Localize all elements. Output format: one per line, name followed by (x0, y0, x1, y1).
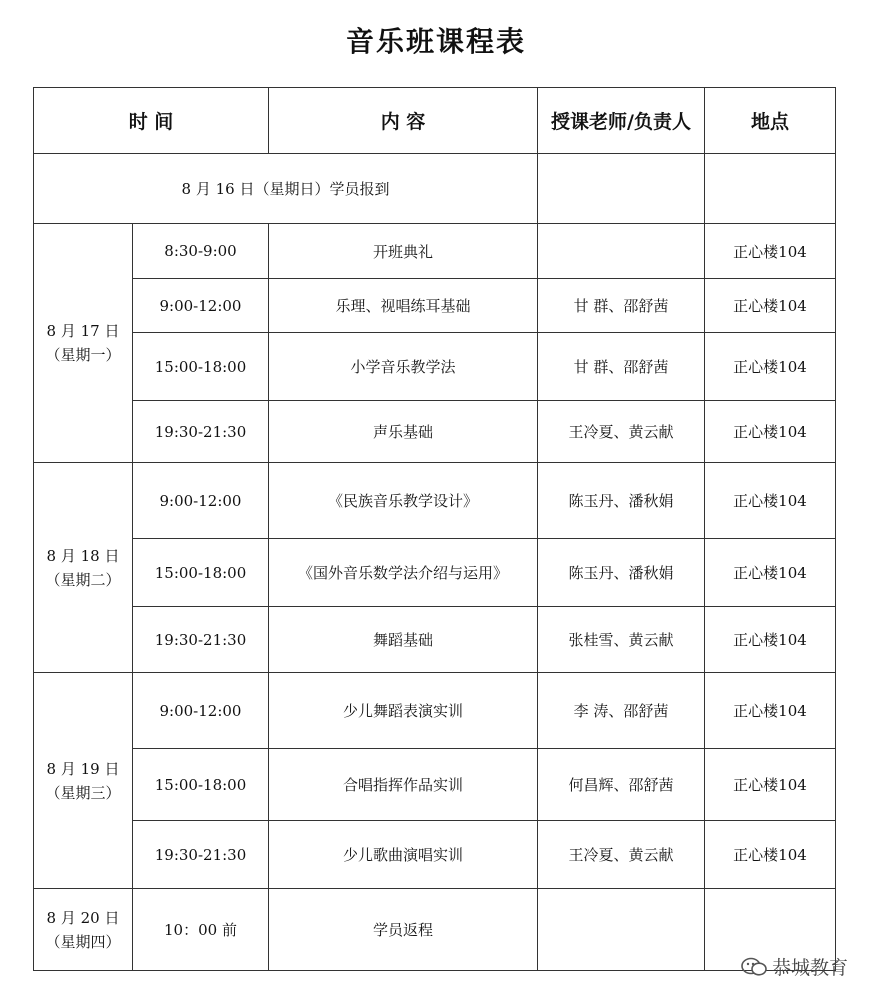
date-cell (34, 463, 133, 673)
header-content: 内 容 (269, 88, 538, 154)
session-content: 小学音乐教学法 (269, 333, 538, 401)
session-content: 学员返程 (269, 889, 538, 971)
session-content: 合唱指挥作品实训 (269, 749, 538, 821)
date-label: 8 月 20 日 (46, 908, 120, 927)
session-content: 乐理、视唱练耳基础 (269, 279, 538, 333)
table-row (34, 463, 836, 539)
session-teacher: 陈玉丹、潘秋娟 (538, 463, 705, 539)
session-teacher: 甘 群、邵舒茜 (538, 333, 705, 401)
table-row (34, 749, 836, 821)
weekday-label: （星期一） (45, 346, 121, 364)
registration-teacher-cell (538, 154, 705, 224)
session-content: 开班典礼 (269, 224, 538, 279)
header-teacher: 授课老师/负责人 (538, 88, 705, 154)
registration-location-cell (705, 154, 836, 224)
table-row (34, 821, 836, 889)
registration-row (34, 154, 836, 224)
session-teacher: 王冷夏、黄云献 (538, 401, 705, 463)
date-cell (34, 673, 133, 889)
session-content: 《国外音乐数学法介绍与运用》 (269, 539, 538, 607)
session-location: 正心楼104 (705, 279, 836, 333)
date-label: 8 月 18 日 (46, 546, 120, 565)
table-row (34, 333, 836, 401)
watermark (740, 953, 848, 980)
session-time: 9:00-12:00 (133, 673, 269, 749)
session-content: 少儿舞蹈表演实训 (269, 673, 538, 749)
date-cell (34, 889, 133, 971)
session-content: 《民族音乐教学设计》 (269, 463, 538, 539)
table-row (34, 889, 836, 971)
session-time: 9:00-12:00 (133, 279, 269, 333)
wechat-icon (740, 956, 768, 978)
session-time: 9:00-12:00 (133, 463, 269, 539)
page-title: 音乐班课程表 (345, 25, 526, 58)
table-row (34, 607, 836, 673)
session-location: 正心楼104 (705, 463, 836, 539)
header-row (34, 88, 836, 154)
session-location: 正心楼104 (705, 401, 836, 463)
date-cell (34, 224, 133, 463)
header-time: 时 间 (34, 88, 269, 154)
session-teacher: 甘 群、邵舒茜 (538, 279, 705, 333)
session-location: 正心楼104 (705, 673, 836, 749)
session-teacher (538, 224, 705, 279)
session-location: 正心楼104 (705, 333, 836, 401)
watermark-text: 恭城教育 (771, 957, 848, 979)
session-location: 正心楼104 (705, 821, 836, 889)
table-row (34, 401, 836, 463)
session-content: 舞蹈基础 (269, 607, 538, 673)
header-location: 地点 (705, 88, 836, 154)
session-teacher: 陈玉丹、潘秋娟 (538, 539, 705, 607)
date-label: 8 月 17 日 (46, 322, 120, 340)
session-teacher: 王冷夏、黄云献 (538, 821, 705, 889)
session-location: 正心楼104 (705, 224, 836, 279)
session-time: 19:30-21:30 (133, 401, 269, 463)
session-location: 正心楼104 (705, 607, 836, 673)
session-content: 声乐基础 (269, 401, 538, 463)
session-teacher: 张桂雪、黄云献 (538, 607, 705, 673)
session-time: 10：00 前 (133, 889, 269, 971)
session-time: 15:00-18:00 (133, 749, 269, 821)
session-location: 正心楼104 (705, 749, 836, 821)
registration-text: 8 月 16 日（星期日）学员报到 (34, 154, 538, 224)
date-label: 8 月 19 日 (46, 759, 120, 778)
session-teacher (538, 889, 705, 971)
session-time: 15:00-18:00 (133, 539, 269, 607)
weekday-label: （星期三） (45, 783, 121, 802)
session-teacher: 何昌辉、邵舒茜 (538, 749, 705, 821)
session-time: 15:00-18:00 (133, 333, 269, 401)
table-row (34, 673, 836, 749)
session-content: 少儿歌曲演唱实训 (269, 821, 538, 889)
weekday-label: （星期二） (45, 570, 121, 589)
session-time: 8:30-9:00 (133, 224, 269, 279)
session-teacher: 李 涛、邵舒茜 (538, 673, 705, 749)
session-time: 19:30-21:30 (133, 821, 269, 889)
weekday-label: （星期四） (45, 932, 121, 951)
schedule-table (33, 87, 836, 971)
session-time: 19:30-21:30 (133, 607, 269, 673)
table-row (34, 224, 836, 279)
session-location: 正心楼104 (705, 539, 836, 607)
table-row (34, 539, 836, 607)
table-row (34, 279, 836, 333)
